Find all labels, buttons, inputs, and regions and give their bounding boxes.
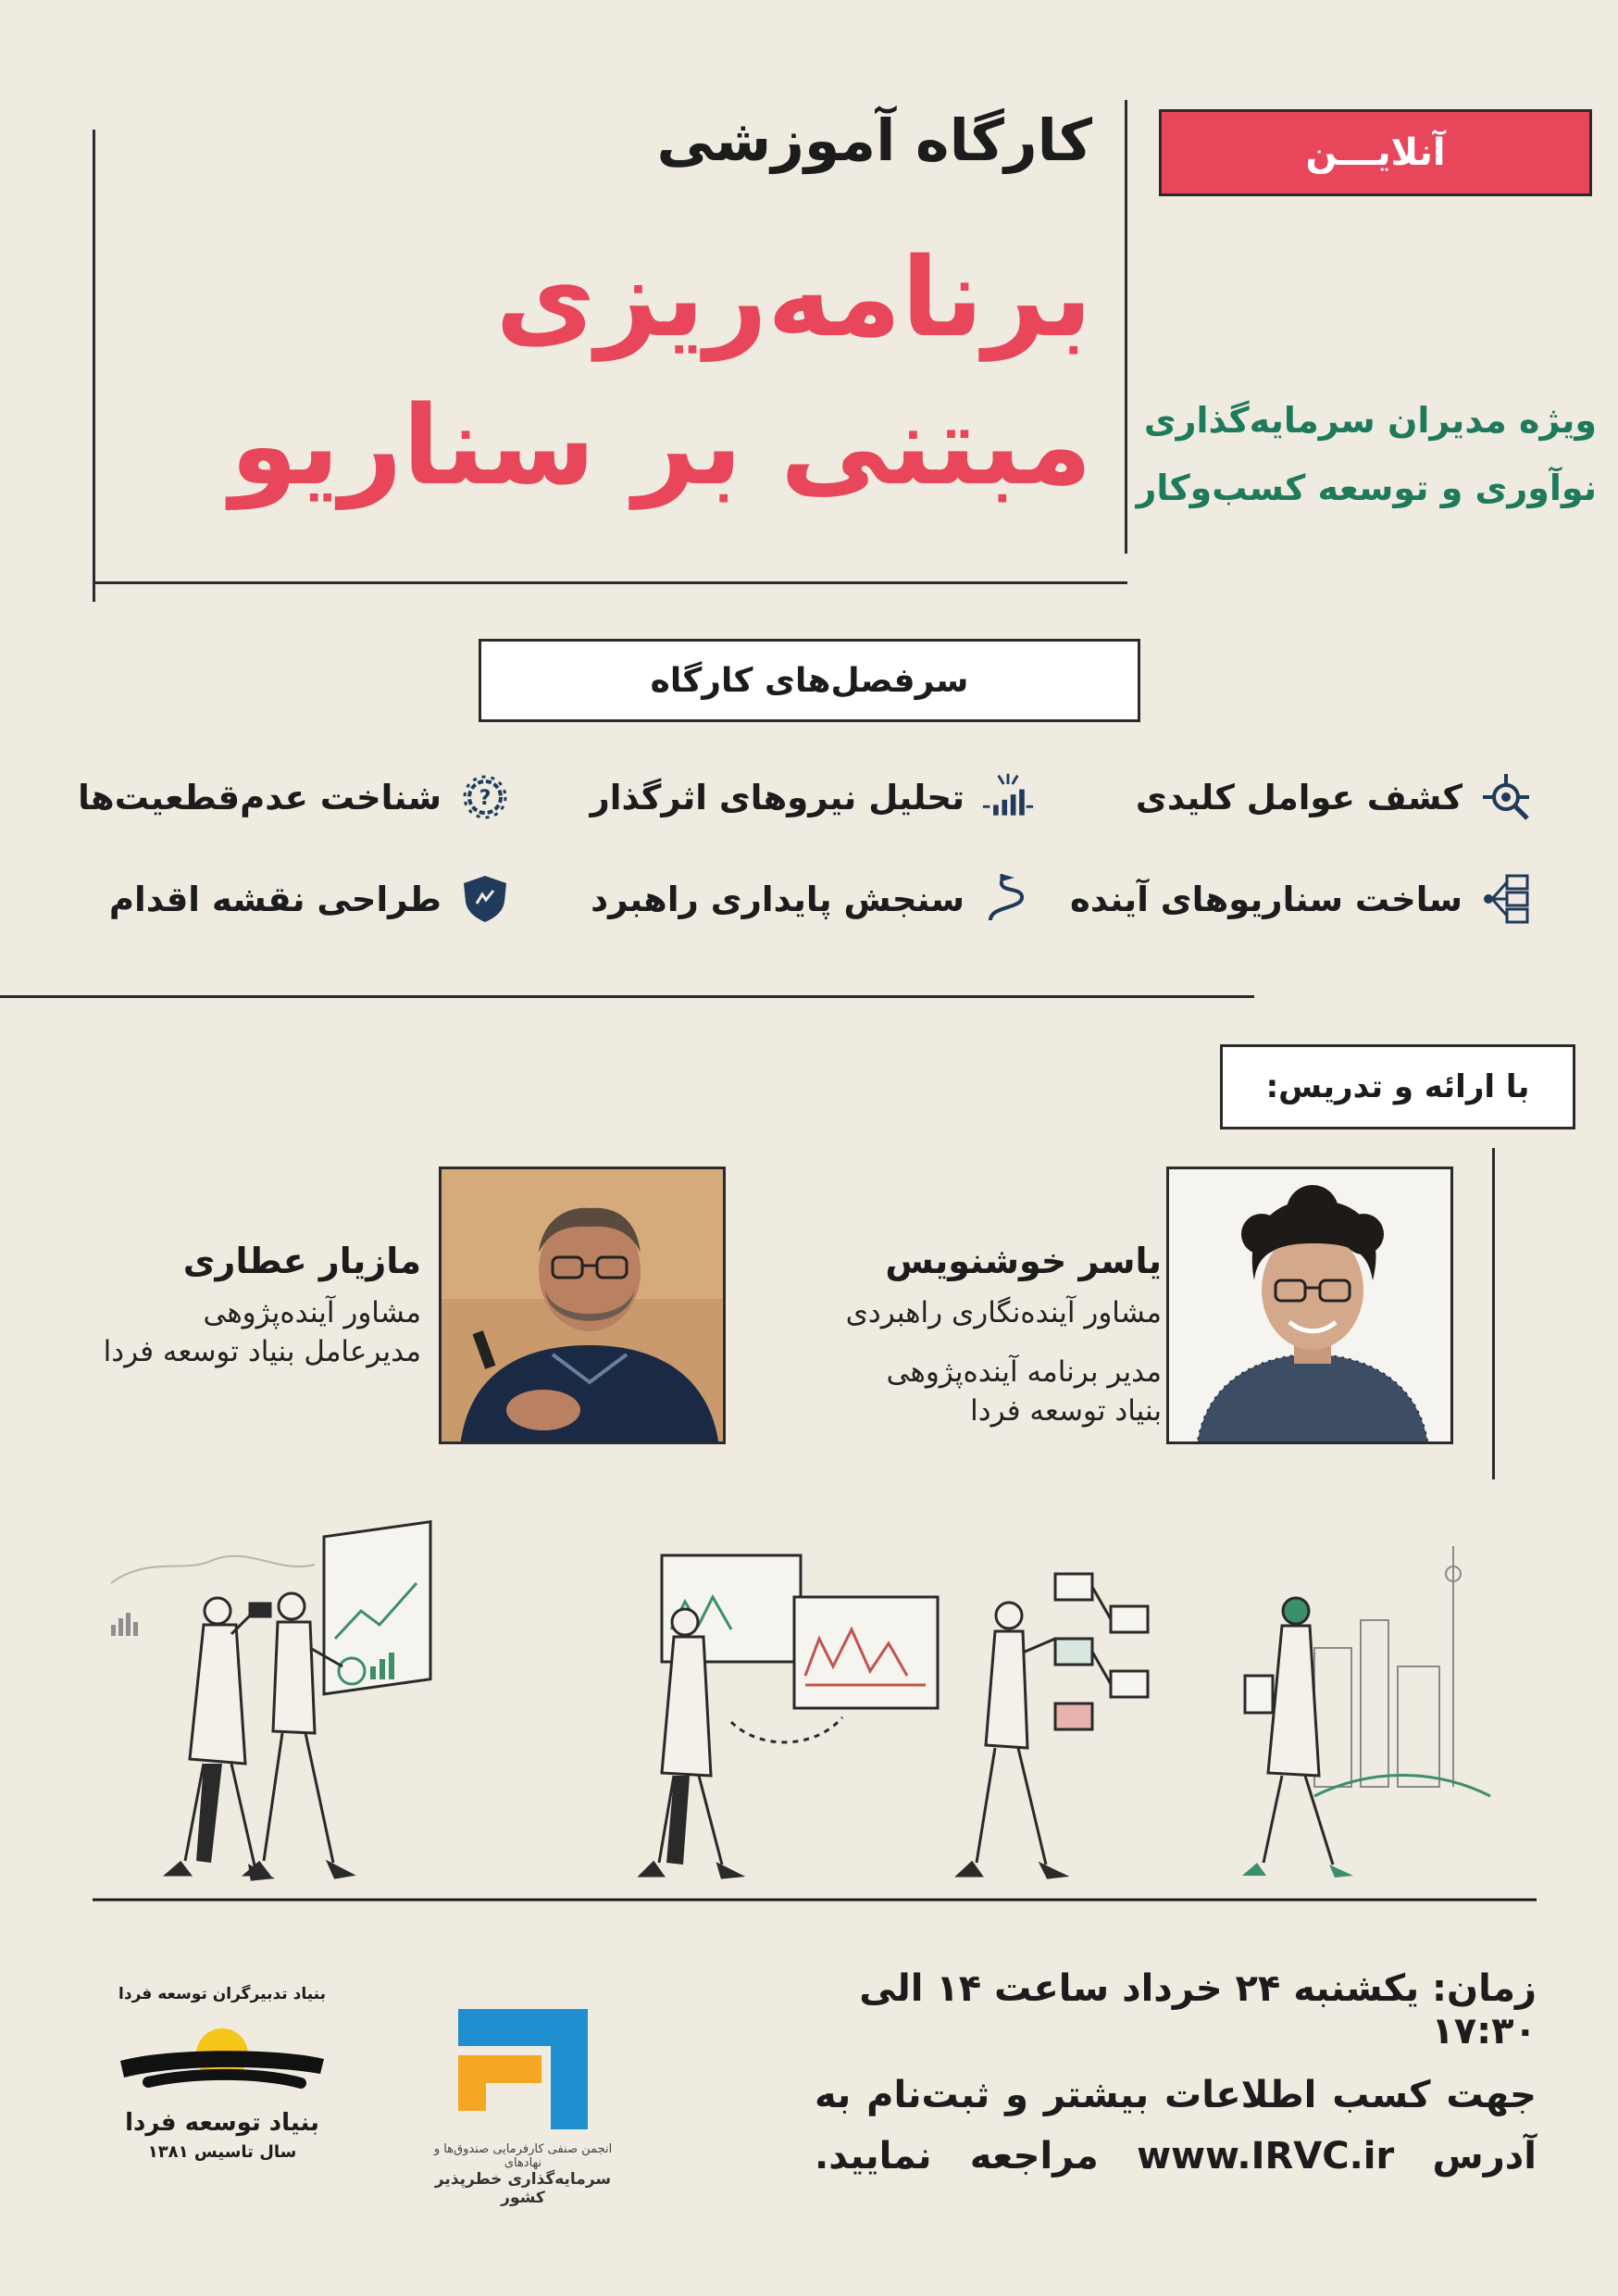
fdf-sun-icon xyxy=(102,2003,342,2105)
presenter-yaser xyxy=(741,1241,1162,1431)
title-line-1: برنامه‌ریزی xyxy=(495,233,1092,361)
title-line-2: مبتنی بر سناریو xyxy=(230,381,1092,509)
presenter-role: مشاور آینده‌نگاری راهبردی xyxy=(845,1296,1162,1329)
uncertainty-gear-icon xyxy=(458,770,512,824)
frame-line-topics-bottom xyxy=(0,995,1254,998)
presenter-photo-maziar xyxy=(439,1167,726,1444)
topic-scenarios xyxy=(1070,872,1533,926)
topics-heading: سرفصل‌های کارگاه xyxy=(479,639,1140,722)
topic-strategy xyxy=(591,872,1035,926)
online-badge: آنلایـــن xyxy=(1159,109,1592,196)
frame-line-presenter xyxy=(1492,1148,1495,1479)
irvc-caption-1: انجمن صنفی کارفرمایی صندوق‌ها و نهادهای xyxy=(433,2142,613,2170)
presenter-org: بنیاد توسعه فردا xyxy=(970,1393,1162,1428)
forces-chart-icon xyxy=(981,770,1035,824)
frame-line-center xyxy=(1125,100,1127,554)
strategy-path-icon xyxy=(981,872,1035,926)
fdf-year: سال تاسیس ۱۳۸۱ xyxy=(147,2142,297,2162)
presenter-name: مازیار عطاری xyxy=(182,1241,421,1281)
key-factors-icon xyxy=(1479,770,1533,824)
irvc-logo-icon xyxy=(421,1990,625,2139)
topic-label: سنجش پایداری راهبرد xyxy=(591,879,965,919)
topic-forces xyxy=(591,770,1036,824)
topic-label: شناخت عدم‌قطعیت‌ها xyxy=(78,777,442,817)
registration-info xyxy=(815,2065,1537,2187)
fdf-name: بنیاد توسعه فردا xyxy=(125,2109,319,2137)
presenters-heading: با ارائه و تدریس: xyxy=(1220,1044,1575,1129)
presenter-role: مشاور آینده‌پژوهی xyxy=(203,1296,421,1329)
audience-line-2: نوآوری و توسعه کسب‌وکار xyxy=(1136,468,1597,508)
presenter-role: مدیر برنامه آینده‌پژوهی xyxy=(886,1354,1162,1389)
scenario-illustration xyxy=(93,1518,1537,1907)
workshop-kicker: کارگاه آموزشی xyxy=(656,106,1092,174)
action-shield-icon xyxy=(458,872,512,926)
svg-text:?: ? xyxy=(479,787,492,810)
topic-label: طراحی نقشه اقدام xyxy=(108,879,442,919)
topic-uncertainty xyxy=(78,770,512,824)
topic-label: ساخت سناریوهای آینده xyxy=(1069,879,1462,919)
topic-key-factors xyxy=(1136,770,1533,824)
audience-line-1: ویژه مدیران سرمایه‌گذاری xyxy=(1143,400,1597,441)
topic-label: کشف عوامل کلیدی xyxy=(1135,777,1462,817)
scenarios-icon xyxy=(1479,872,1533,926)
irvc-caption-2: سرمایه‌گذاری خطرپذیر کشور xyxy=(434,2170,612,2207)
frame-line-header-bottom xyxy=(93,581,1127,584)
fdf-arc-text: بنیاد تدبیرگران توسعه فردا xyxy=(118,1985,326,2003)
irvc-logo xyxy=(421,1990,625,2207)
registration-line-1: جهت کسب اطلاعات بیشتر و ثبت‌نام به xyxy=(815,2074,1537,2116)
presenter-maziar xyxy=(37,1241,421,1372)
event-time: زمان: یکشنبه ۲۴ خرداد ساعت ۱۴ الی ۱۷:۳۰ xyxy=(859,1967,1537,2053)
presenter-role: مدیرعامل بنیاد توسعه فردا xyxy=(103,1334,421,1368)
topic-action-plan xyxy=(109,872,512,926)
topic-label: تحلیل نیروهای اثرگذار xyxy=(590,777,965,817)
fdf-logo xyxy=(102,1972,342,2185)
frame-line-left xyxy=(93,130,95,602)
presenter-name: یاسر خوشنویس xyxy=(885,1241,1162,1281)
registration-line-2: آدرس www.IRVC.ir مراجعه نمایید. xyxy=(815,2135,1537,2177)
presenter-photo-yaser xyxy=(1166,1167,1453,1444)
